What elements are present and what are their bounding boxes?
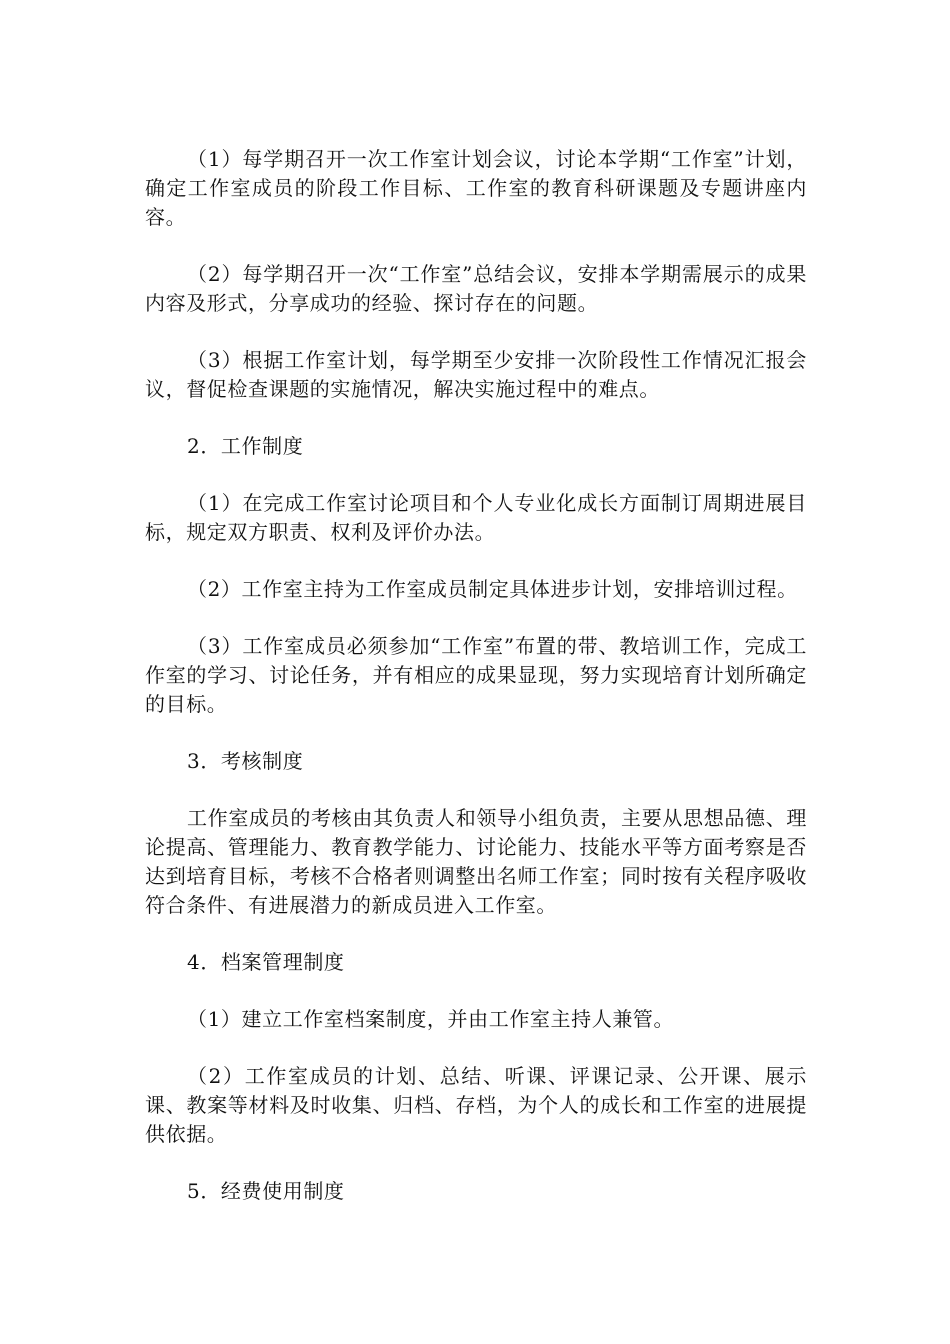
para-member-duty: （3）工作室成员必须参加“工作室”布置的带、教培训工作，完成工作室的学习、讨论任务，并有相应的成果显现，努力实现培育计划所确定的目标。	[145, 634, 807, 716]
para-archive-setup: （1）建立工作室档案制度，并由工作室主持人兼管。	[187, 1007, 675, 1031]
para-work-goals: （1）在完成工作室讨论项目和个人专业化成长方面制订周期进展目标，规定双方职责、权利及评价办法。	[145, 491, 807, 544]
para-host-plan: （2）工作室主持为工作室成员制定具体进步计划，安排培训过程。	[187, 577, 798, 601]
heading-archive-system: 4．档案管理制度	[187, 950, 345, 974]
para-report-meeting: （3）根据工作室计划，每学期至少安排一次阶段性工作情况汇报会议，督促检查课题的实施情况，解决实施过程中的难点。	[145, 348, 807, 401]
para-summary-meeting: （2）每学期召开一次“工作室”总结会议，安排本学期需展示的成果内容及形式，分享成功的经验、探讨存在的问题。	[145, 262, 807, 315]
para-plan-meeting: （1）每学期召开一次工作室计划会议，讨论本学期“工作室”计划，确定工作室成员的阶段工作目标、工作室的教育科研课题及专题讲座内容。	[145, 147, 807, 229]
document-page	[145, 145, 807, 1234]
heading-assessment-system: 3．考核制度	[187, 749, 304, 773]
para-archive-materials: （2）工作室成员的计划、总结、听课、评课记录、公开课、展示课、教案等材料及时收集、归档、存档，为个人的成长和工作室的进展提供依据。	[145, 1064, 807, 1146]
heading-funding-system: 5．经费使用制度	[187, 1179, 345, 1203]
heading-work-system: 2．工作制度	[187, 434, 304, 458]
para-assessment: 工作室成员的考核由其负责人和领导小组负责，主要从思想品德、理论提高、管理能力、教育教学能力、讨论能力、技能水平等方面考察是否达到培育目标，考核不合格者则调整出名师工作室；同时按有关程序吸收符合条件、有进展潜力的新成员进入工作室。	[145, 806, 807, 917]
